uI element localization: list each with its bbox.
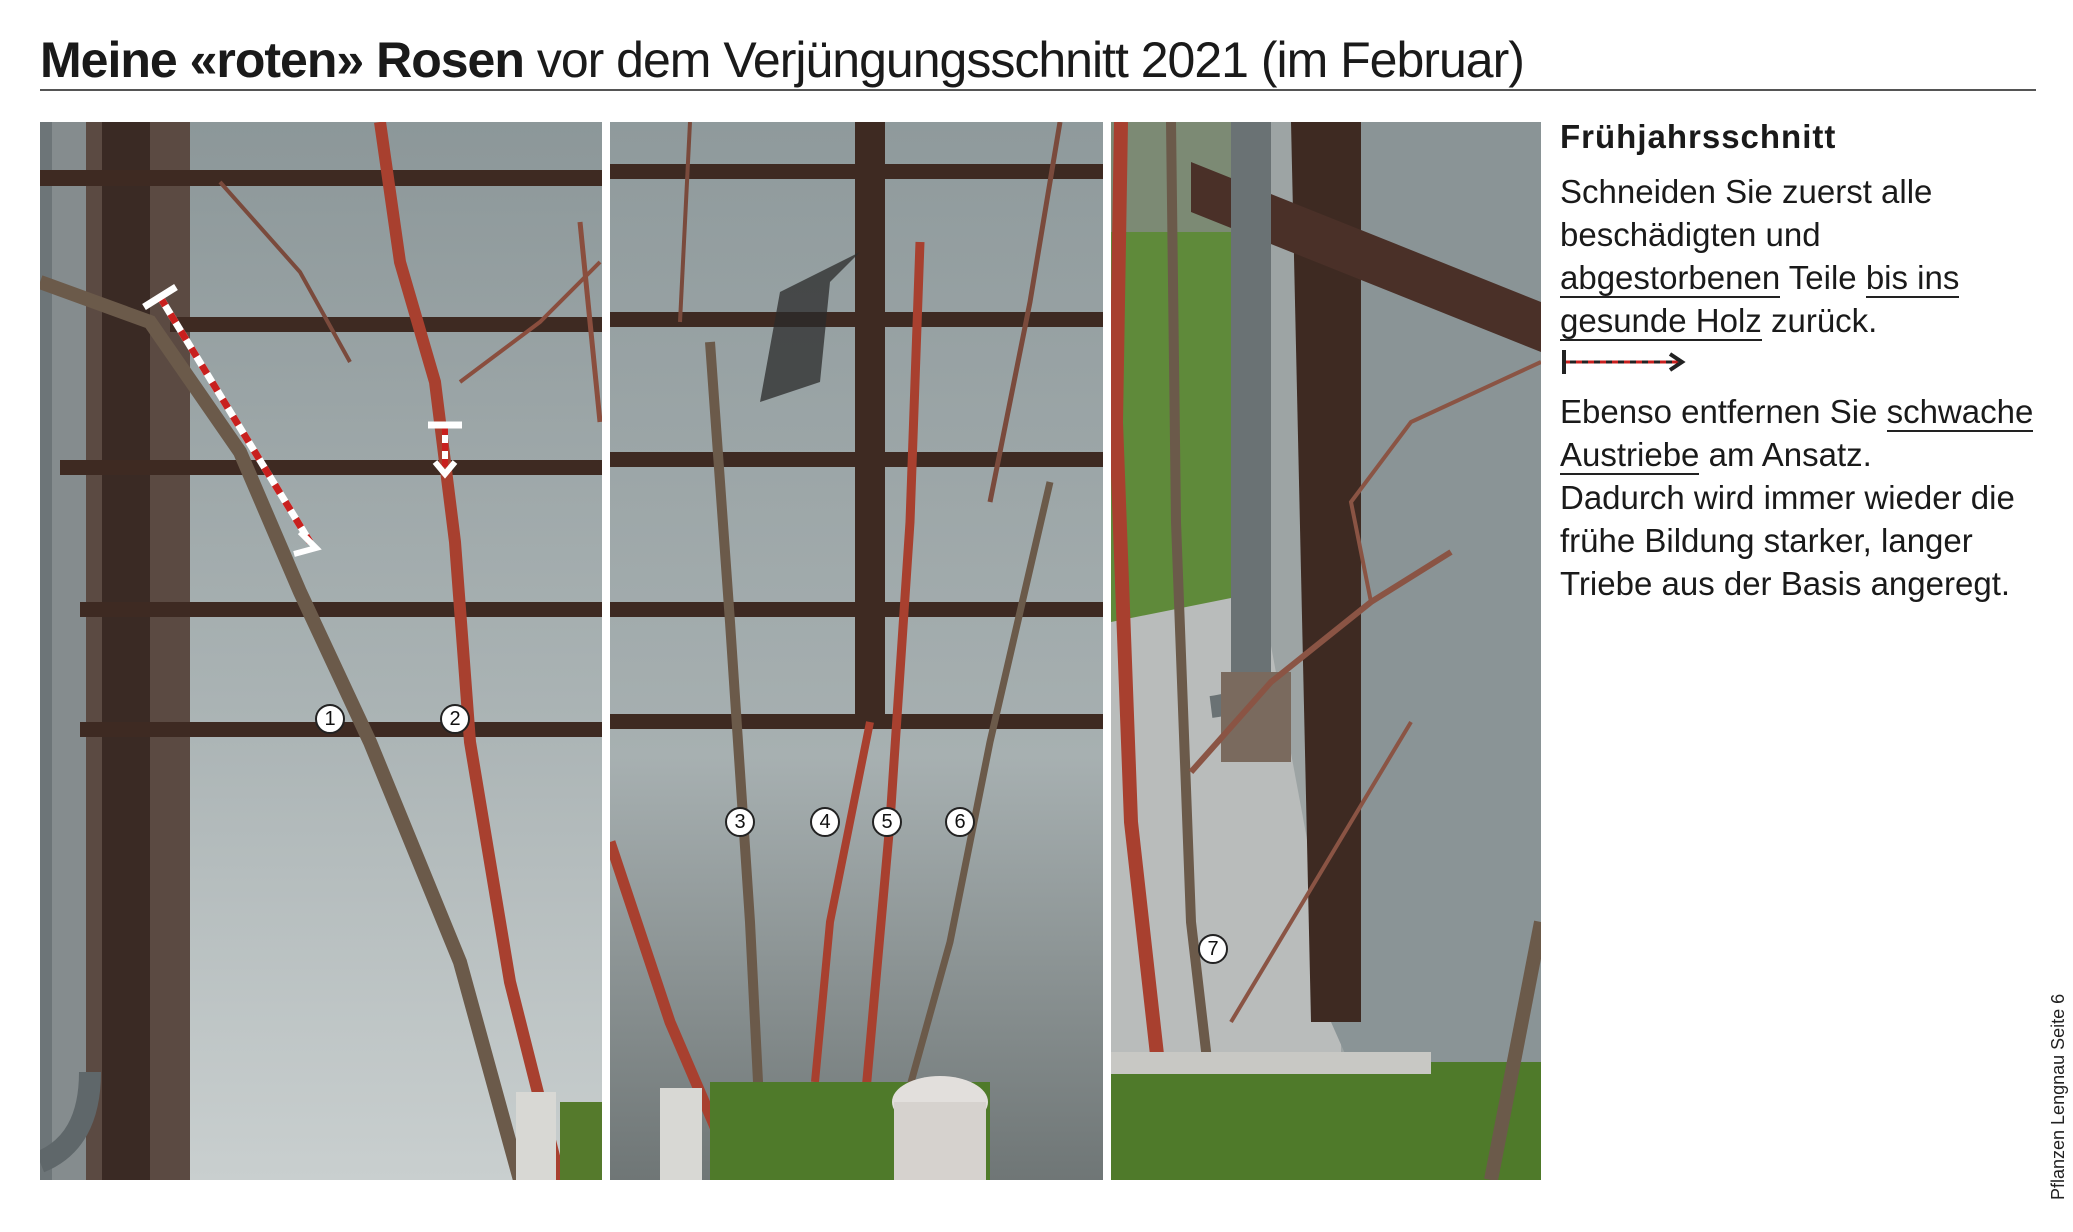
title-bold-part: Meine «roten» Rosen — [40, 32, 524, 88]
p1-text-a: Schneiden Sie zuerst alle beschädigten und — [1560, 173, 1933, 253]
rose-photo-middle — [610, 122, 1103, 1180]
page-title — [40, 30, 2040, 90]
cane-marker-7: 7 — [1198, 934, 1228, 964]
cane-marker-5: 5 — [872, 807, 902, 837]
rose-photo-middle-illustration — [610, 122, 1103, 1180]
cane-marker-2: 2 — [440, 704, 470, 734]
page-footer: Pflanzen Lengnau Seite 6 — [2048, 993, 2068, 1200]
cane-marker-3: 3 — [725, 807, 755, 837]
cane-marker-6: 6 — [945, 807, 975, 837]
p1-text-b: Teile — [1780, 259, 1866, 296]
p1-underlined-dead-parts: abgestorbenen — [1560, 259, 1781, 296]
cane-marker-4: 4 — [810, 807, 840, 837]
p2-text-a: Ebenso entfernen Sie — [1560, 393, 1887, 430]
instruction-paragraph-3: Dadurch wird immer wieder die frühe Bildung starker, langer Triebe aus der Basis angeregt. — [1560, 479, 2015, 602]
p2-text-b: am Ansatz. — [1699, 436, 1872, 473]
section-heading: Frühjahrsschnitt — [1560, 118, 1837, 155]
rose-photo-left-illustration — [40, 122, 602, 1180]
cane-marker-1: 1 — [315, 704, 345, 734]
cut-arrow-legend-icon — [1560, 348, 1690, 376]
rose-photo-left — [40, 122, 602, 1180]
p2-underlined-weak-shoots: schwache Austriebe — [1560, 393, 2034, 473]
rose-photo-right — [1111, 122, 1541, 1180]
title-regular-part: vor dem Verjüngungsschnitt 2021 (im Februar) — [536, 32, 1524, 88]
p1-text-c: zurück. — [1761, 302, 1878, 339]
p1-underlined-healthy-wood: bis ins gesunde Holz — [1560, 259, 1960, 339]
instruction-paragraph-2 — [1560, 390, 2040, 476]
pruning-instructions — [1560, 112, 2040, 605]
instruction-paragraph-1 — [1560, 170, 2040, 342]
rose-photo-right-illustration — [1111, 122, 1541, 1180]
title-divider — [40, 89, 2036, 91]
